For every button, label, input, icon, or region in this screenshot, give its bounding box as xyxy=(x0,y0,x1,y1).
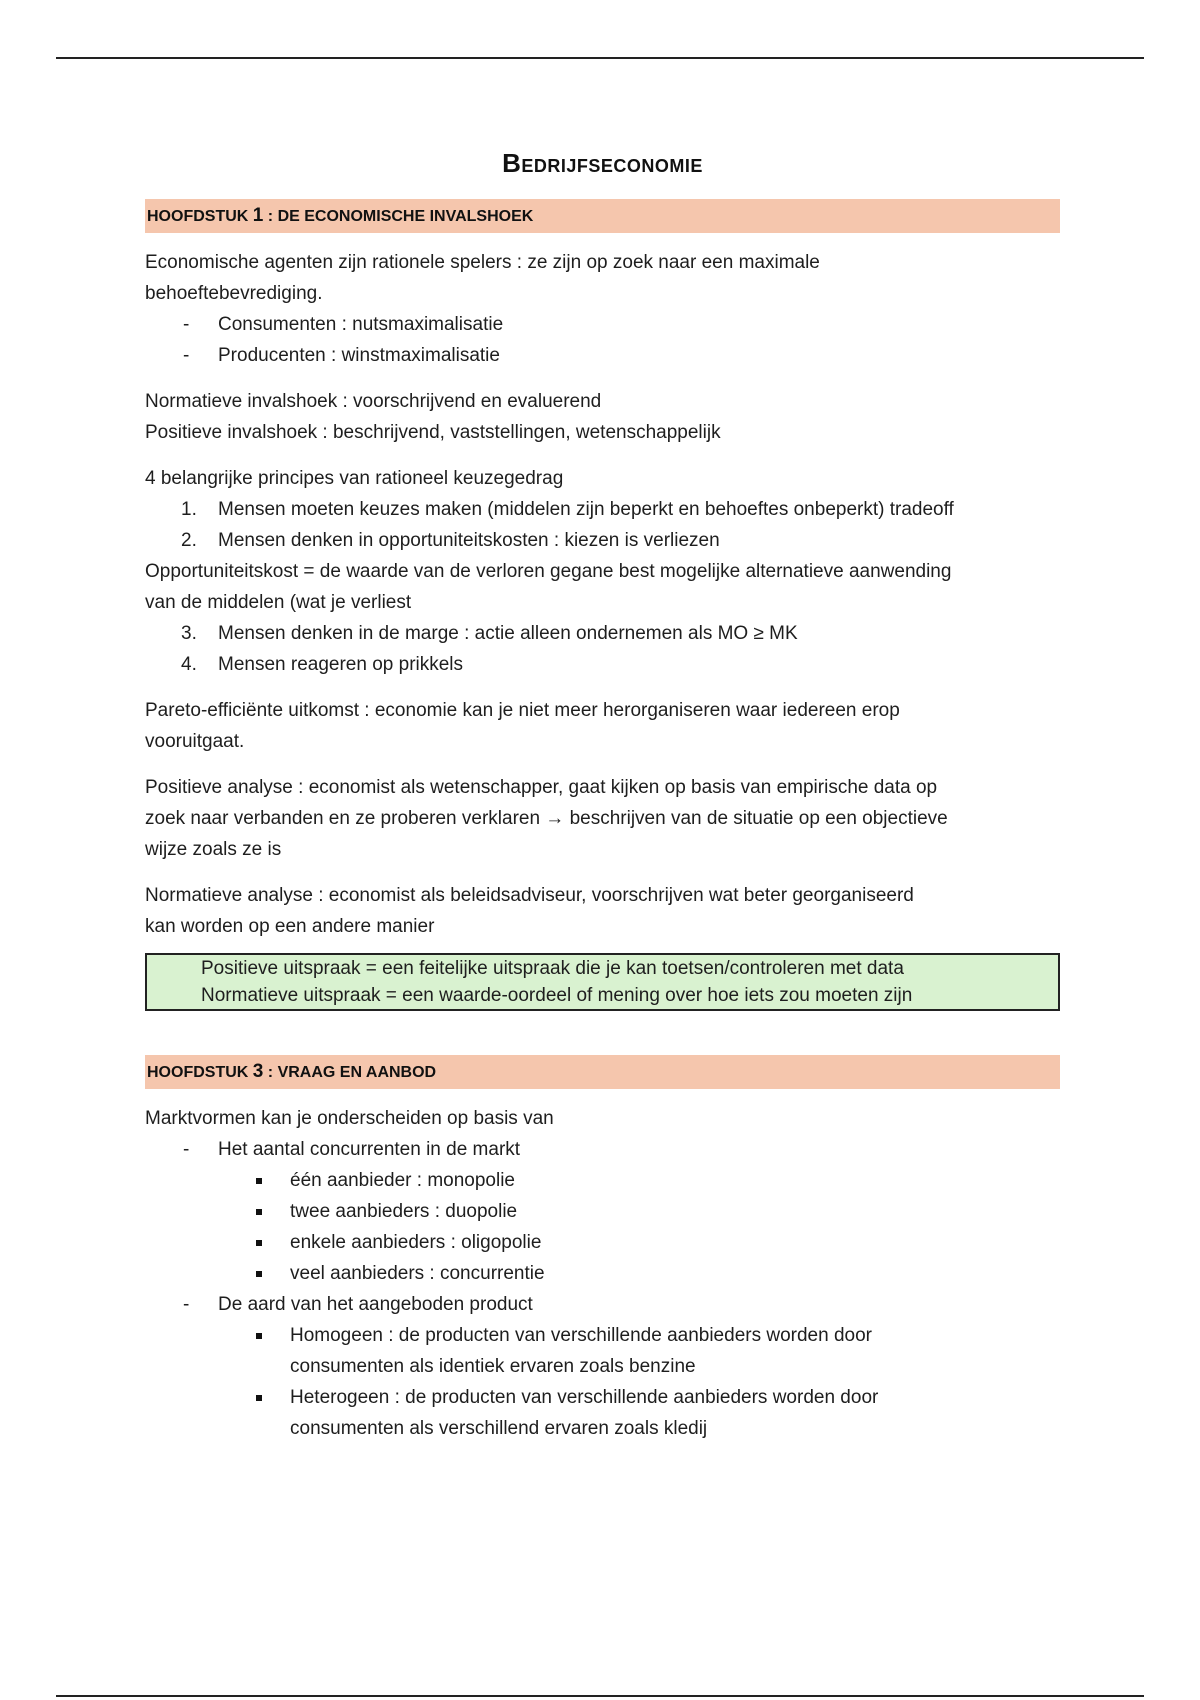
positive-analysis-line-3: wijze zoals ze is xyxy=(145,839,282,860)
list-item xyxy=(145,340,1060,371)
list-item xyxy=(145,1289,1060,1444)
chapter-1-heading xyxy=(145,199,1060,233)
list-item xyxy=(145,649,1060,680)
definition-callout xyxy=(145,953,1060,1011)
document-title: Bedrijfseconomie xyxy=(502,148,703,178)
square-bullet-icon xyxy=(256,1209,262,1215)
list-item xyxy=(145,1134,1060,1289)
list-item xyxy=(218,1258,1060,1289)
criterion-product-nature: De aard van het aangeboden product xyxy=(218,1294,533,1315)
list-item-text: enkele aanbieders : oligopolie xyxy=(290,1232,542,1253)
criterion-competitors: Het aantal concurrenten in de markt xyxy=(218,1139,521,1160)
principles-list-b xyxy=(145,618,1060,680)
list-item xyxy=(145,618,1060,649)
homogeneous-line-1: Homogeen : de producten van verschillende aanbieders worden door xyxy=(290,1325,872,1346)
positive-perspective: Positieve invalshoek : beschrijvend, vaststellingen, wetenschappelijk xyxy=(145,422,721,443)
callout-line-positive: Positieve uitspraak = een feitelijke uitspraak die je kan toetsen/controleren met data xyxy=(201,958,904,979)
top-rule xyxy=(56,57,1144,59)
pareto-line-2: vooruitgaat. xyxy=(145,731,245,752)
chapter-3-title: : VRAAG EN AANBOD xyxy=(263,1064,437,1081)
heterogeneous-line-1: Heterogeen : de producten van verschillende aanbieders worden door xyxy=(290,1387,879,1408)
normative-analysis-line-2: kan worden op een andere manier xyxy=(145,916,435,937)
chapter-3-prefix: HOOFDSTUK xyxy=(147,1064,253,1081)
normative-perspective: Normatieve invalshoek : voorschrijvend en evaluerend xyxy=(145,391,602,412)
list-item-text: Mensen moeten keuzes maken (middelen zijn beperkt en behoeftes onbeperkt) tradeoff xyxy=(218,499,954,520)
dash-bullet: - xyxy=(183,345,190,366)
list-item xyxy=(145,494,1060,525)
list-item xyxy=(218,1382,1060,1444)
list-item xyxy=(145,309,1060,340)
callout-line-normative: Normatieve uitspraak = een waarde-oordeel of mening over hoe iets zou moeten zijn xyxy=(201,985,913,1006)
chapter-1-prefix: HOOFDSTUK xyxy=(147,208,253,225)
list-item-text: Producenten : winstmaximalisatie xyxy=(218,345,500,366)
square-bullet-icon xyxy=(256,1333,262,1339)
product-nature-sublist xyxy=(218,1320,1060,1444)
list-item xyxy=(218,1196,1060,1227)
list-item xyxy=(218,1320,1060,1382)
list-item-text: veel aanbieders : concurrentie xyxy=(290,1263,545,1284)
list-item xyxy=(218,1165,1060,1196)
list-number: 3. xyxy=(181,623,197,644)
square-bullet-icon xyxy=(256,1178,262,1184)
list-item-text: Mensen denken in opportuniteitskosten : kiezen is verliezen xyxy=(218,530,720,551)
dash-bullet: - xyxy=(183,1139,190,1160)
square-bullet-icon xyxy=(256,1395,262,1401)
market-forms-intro: Marktvormen kan je onderscheiden op basis van xyxy=(145,1108,554,1129)
market-forms-sublist xyxy=(218,1165,1060,1289)
principles-list-a xyxy=(145,494,1060,556)
list-number: 4. xyxy=(181,654,197,675)
opportunity-cost-line-1: Opportuniteitskost = de waarde van de verloren gegane best mogelijke alternatieve aanwending xyxy=(145,561,952,582)
principles-intro: 4 belangrijke principes van rationeel keuzegedrag xyxy=(145,468,564,489)
bottom-rule xyxy=(56,1695,1144,1697)
list-number: 1. xyxy=(181,499,197,520)
homogeneous-line-2: consumenten als identiek ervaren zoals benzine xyxy=(290,1356,696,1377)
positive-analysis-line-1: Positieve analyse : economist als wetenschapper, gaat kijken op basis van empirische data op xyxy=(145,777,938,798)
chapter-3-heading xyxy=(145,1055,1060,1089)
heterogeneous-line-2: consumenten als verschillend ervaren zoals kledij xyxy=(290,1418,708,1439)
list-item-text: Mensen reageren op prikkels xyxy=(218,654,464,675)
list-item-text: Mensen denken in de marge : actie alleen ondernemen als MO ≥ MK xyxy=(218,623,798,644)
list-item xyxy=(145,525,1060,556)
chapter-1-number: 1 xyxy=(252,205,264,226)
opportunity-cost-line-2: van de middelen (wat je verliest xyxy=(145,592,412,613)
square-bullet-icon xyxy=(256,1271,262,1277)
market-criteria-list xyxy=(145,1134,1060,1444)
document-body xyxy=(145,148,1060,1444)
list-number: 2. xyxy=(181,530,197,551)
dash-bullet: - xyxy=(183,314,190,335)
pareto-line-1: Pareto-efficiënte uitkomst : economie kan je niet meer herorganiseren waar iedereen erop xyxy=(145,700,900,721)
positive-analysis-line-2: zoek naar verbanden en ze proberen verklaren → beschrijven van de situatie op een objectieve xyxy=(145,808,948,829)
chapter-1-intro-line-2: behoeftebevrediging. xyxy=(145,283,323,304)
chapter-1-title: : DE ECONOMISCHE INVALSHOEK xyxy=(263,208,534,225)
list-item-text: één aanbieder : monopolie xyxy=(290,1170,516,1191)
list-item-text: Consumenten : nutsmaximalisatie xyxy=(218,314,504,335)
chapter-1-intro-line-1: Economische agenten zijn rationele spelers : ze zijn op zoek naar een maximale xyxy=(145,252,820,273)
list-item xyxy=(218,1227,1060,1258)
dash-bullet: - xyxy=(183,1294,190,1315)
agents-list xyxy=(145,309,1060,371)
chapter-3-number: 3 xyxy=(252,1061,264,1082)
normative-analysis-line-1: Normatieve analyse : economist als beleidsadviseur, voorschrijven wat beter georganiseerd xyxy=(145,885,914,906)
square-bullet-icon xyxy=(256,1240,262,1246)
list-item-text: twee aanbieders : duopolie xyxy=(290,1201,518,1222)
